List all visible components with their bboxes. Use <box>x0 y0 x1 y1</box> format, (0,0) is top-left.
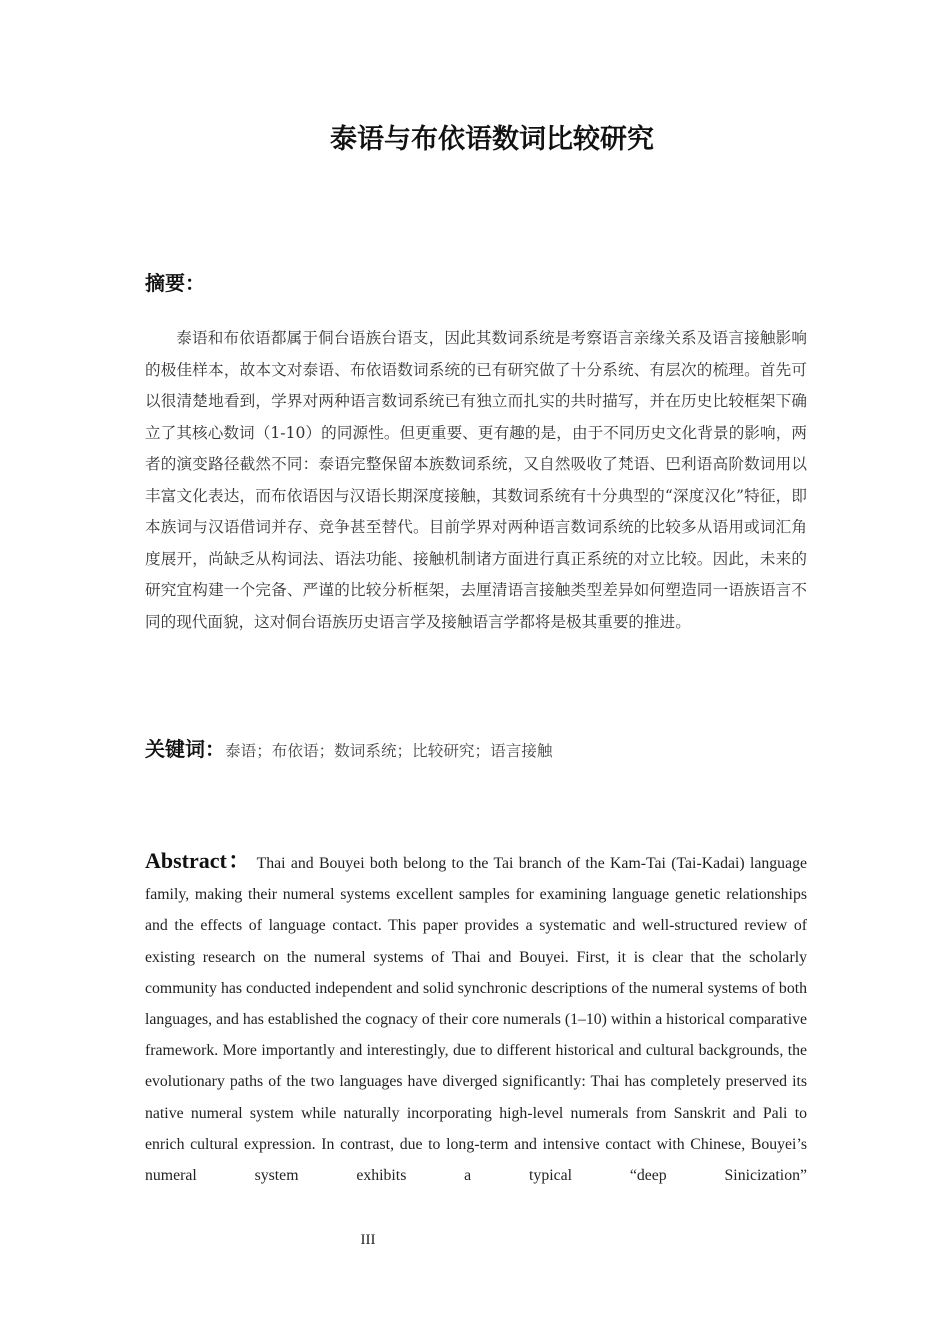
paper-title: 泰语与布依语数词比较研究 <box>330 124 654 155</box>
keywords-label: 关键词： <box>145 737 225 761</box>
abstract-heading-cn: 摘要： <box>145 271 205 295</box>
page-number: III <box>360 1232 376 1248</box>
keywords-text: 泰语；布依语；数词系统；比较研究；语言接触 <box>225 742 553 760</box>
keywords-line <box>145 733 807 767</box>
abstract-body-cn: 泰语和布依语都属于侗台语族台语支，因此其数词系统是考察语言亲缘关系及语言接触影响的极佳样本，故本文对泰语、布依语数词系统的已有研究做了十分系统、有层次的梳理。首先可以很清楚地看到，学界对两种语言数词系统已有独立而扎实的共时描写，并在历史比较框架下确立了其核心数词（1-10）的同源性。但更重要、更有趣的是，由于不同历史文化背景的影响，两者的演变路径截然不同：泰语完整保留本族数词系统，又自然吸收了梵语、巴利语高阶数词用以丰富文化表达，而布依语因与汉语长期深度接触，其数词系统有十分典型的“深度汉化”特征，即本族词与汉语借词并存、竞争甚至替代。目前学界对两种语言数词系统的比较多从语用或词汇角度展开，尚缺乏从构词法、语法功能、接触机制诸方面进行真正系统的对立比较。因此，未来的研究宜构建一个完备、严谨的比较分析框架，去厘清语言接触类型差异如何塑造同一语族语言不同的现代面貌，这对侗台语族历史语言学及接触语言学都将是极其重要的推进。 <box>145 329 807 631</box>
abstract-en <box>145 845 807 1191</box>
abstract-label-en: Abstract： <box>145 848 252 873</box>
abstract-body-en: Thai and Bouyei both belong to the Tai branch of the Kam-Tai (Tai-Kadai) language family, making their numeral systems excellent samples for examining language genetic relationships and the effects of language contact. This paper provides a systematic and well-structured review of existing research on the numeral systems of Thai and Bouyei. First, it is clear that the scholarly community has conducted independent and solid synchronic descriptions of the numeral systems of both languages, and has established the cognacy of their core numerals (1–10) within a historical comparative framework. More importantly and interestingly, due to different historical and cultural backgrounds, the evolutionary paths of the two languages have diverged significantly: Thai has completely preserved its native numeral system while naturally incorporating high-level numerals from Sanskrit and Pali to enrich cultural expression. In contrast, due to long-term and intensive contact with Chinese, Bouyei’s numeral system exhibits a typical “deep Sinicization” <box>145 855 807 1185</box>
